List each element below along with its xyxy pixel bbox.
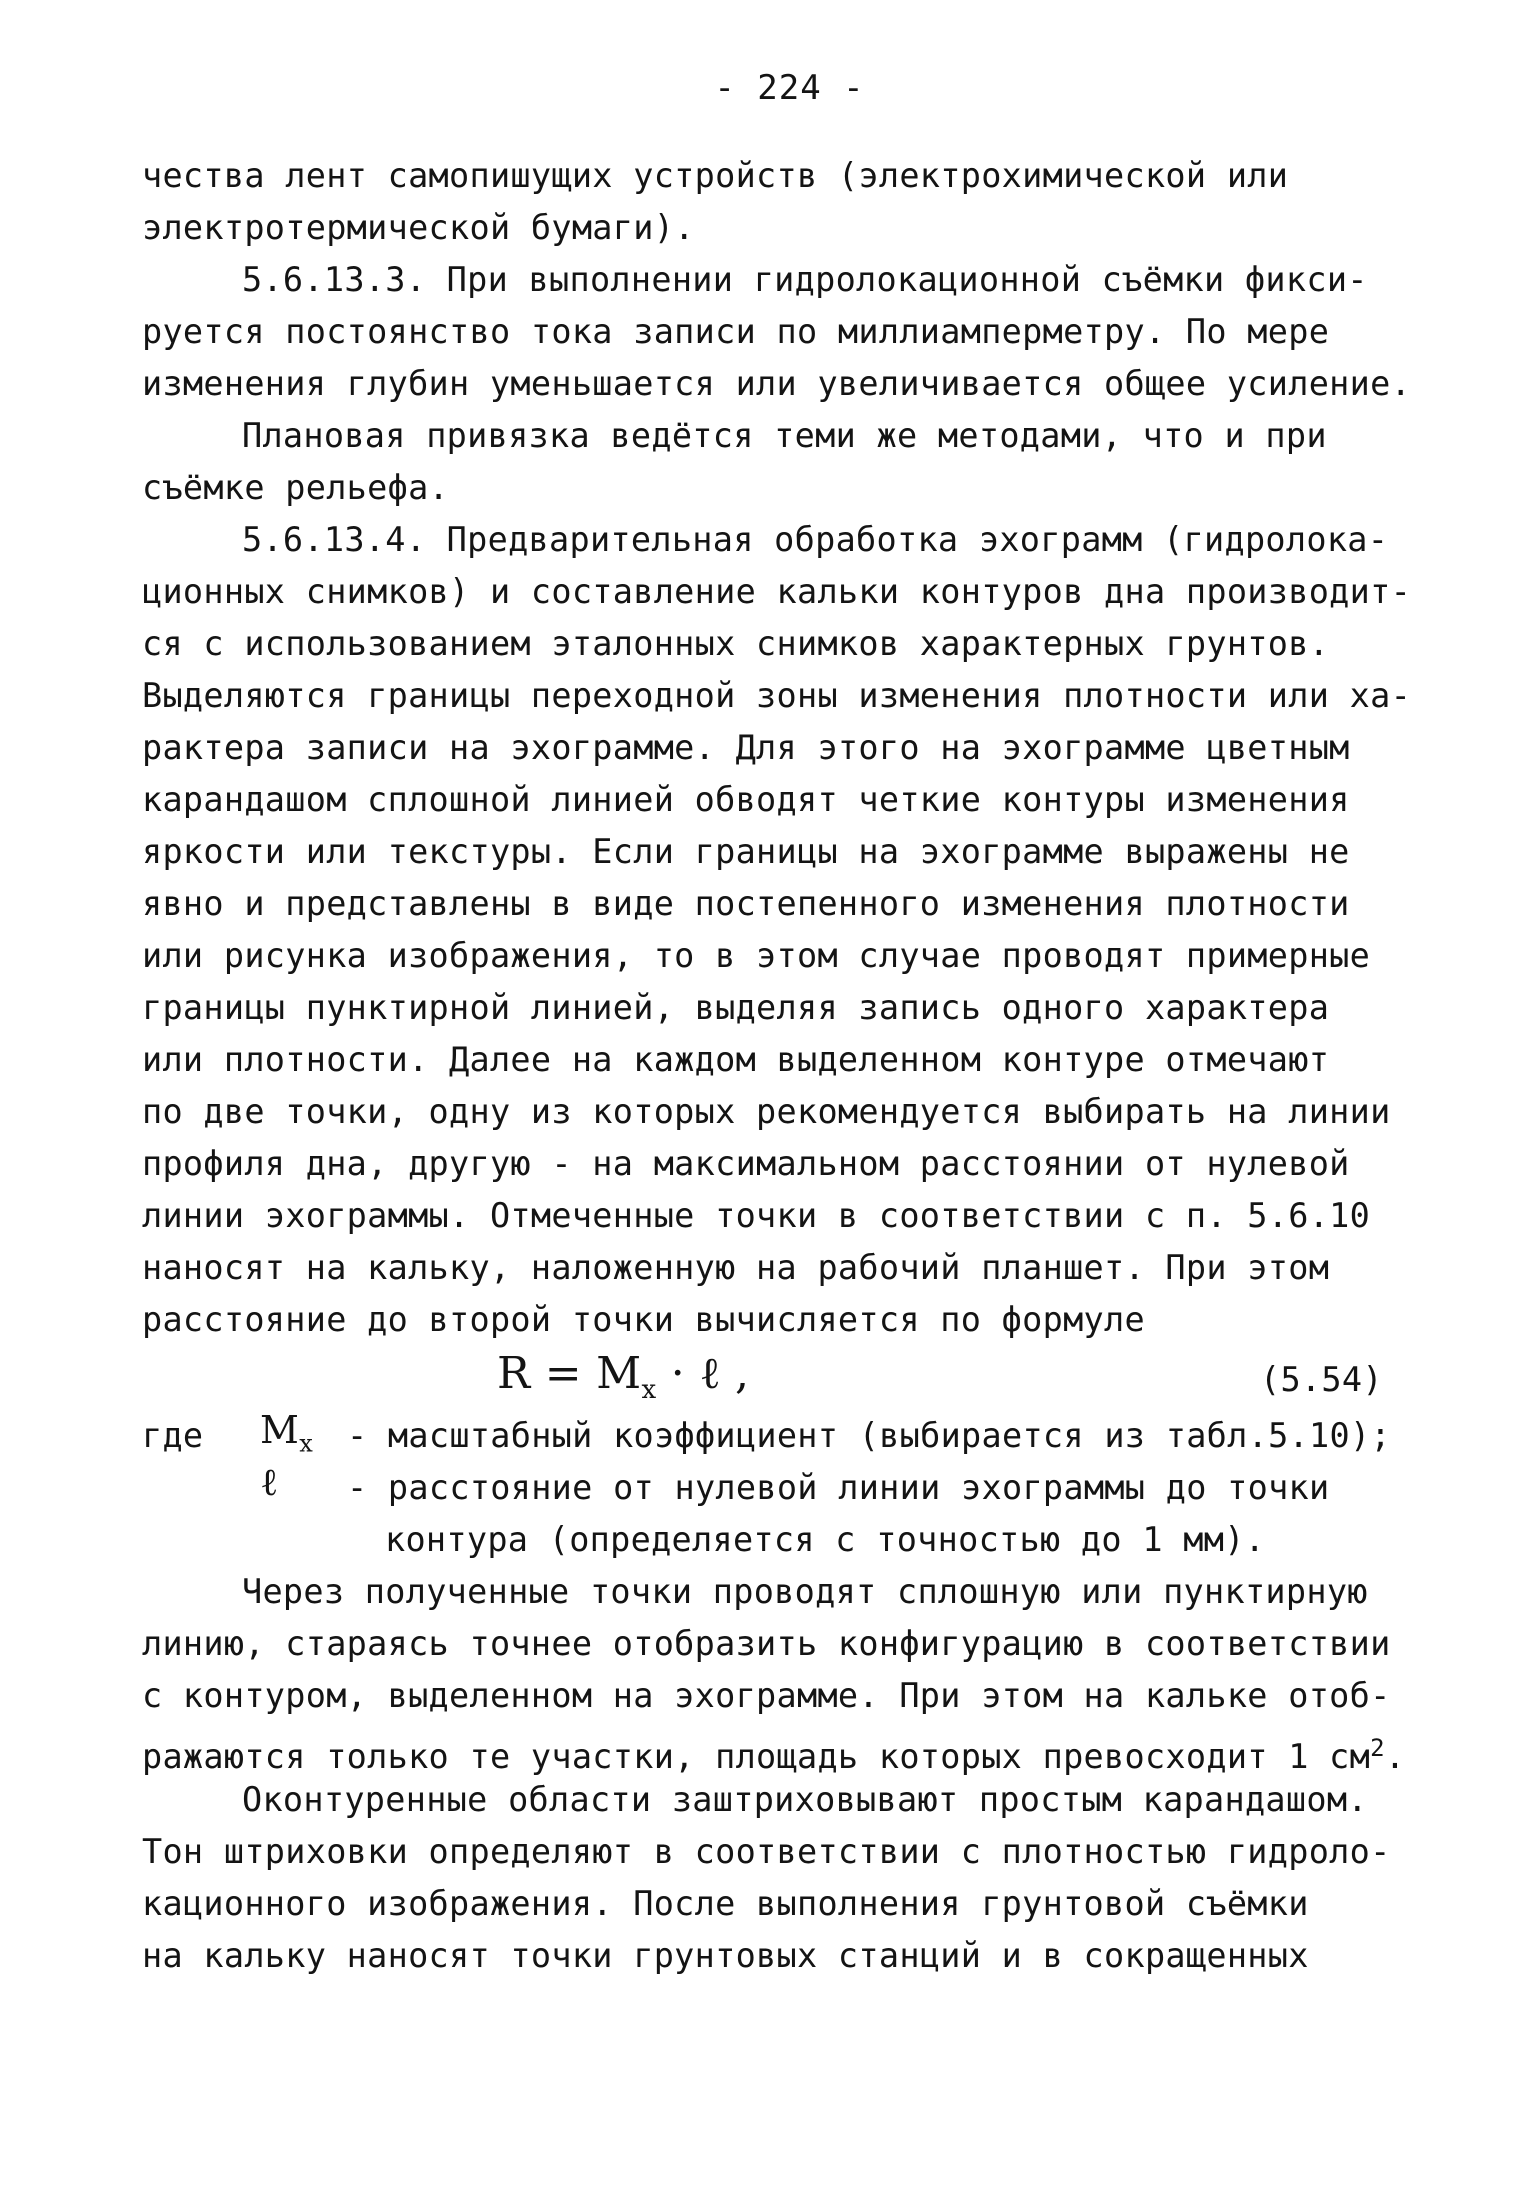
- section-heading-line: 5.6.13.4. Предварительная обработка эхограмм (гидролока-: [242, 520, 1389, 559]
- text-line: Через полученные точки проводят сплошную или пунктирную: [242, 1572, 1368, 1611]
- unit-superscript: 2: [1370, 1734, 1385, 1762]
- text-line: линии эхограммы. Отмеченные точки в соответствии с п. 5.6.10: [142, 1196, 1371, 1235]
- definition-continuation-row: [142, 1514, 1442, 1566]
- definition-where-label: где: [142, 1416, 204, 1455]
- text-line: линию, стараясь точнее отобразить конфигурацию в соответствии: [142, 1624, 1391, 1663]
- text-line: руется постоянство тока записи по миллиамперметру. По мере: [142, 312, 1330, 351]
- text-line: электротермической бумаги).: [142, 208, 695, 247]
- text-line: съёмке рельефа.: [142, 468, 450, 507]
- definition-text: - масштабный коэффициент (выбирается из табл.5.10);: [347, 1416, 1391, 1455]
- text-line: на кальку наносят точки грунтовых станций и в сокращенных: [142, 1936, 1309, 1975]
- text-line: Оконтуренные области заштриховывают простым карандашом.: [242, 1780, 1368, 1819]
- text-line: или рисунка изображения, то в этом случае проводят примерные: [142, 936, 1371, 975]
- definition-text: - расстояние от нулевой линии эхограммы до точки: [347, 1468, 1330, 1507]
- formula: [497, 1348, 749, 1416]
- formula-row: [142, 1346, 1442, 1410]
- formula-subscript: x: [641, 1374, 657, 1405]
- formula-number: (5.54): [1260, 1360, 1383, 1399]
- definition-row: [142, 1462, 1442, 1514]
- line-end-period: .: [1384, 1737, 1406, 1777]
- text-line: карандашом сплошной линией обводят четкие контуры изменения: [142, 780, 1350, 819]
- text-line: с контуром, выделенном на эхограмме. При этом на кальке отоб-: [142, 1676, 1391, 1715]
- text-line: по две точки, одну из которых рекомендуется выбирать на линии: [142, 1092, 1391, 1131]
- text-line: или плотности. Далее на каждом выделенном контуре отмечают: [142, 1040, 1330, 1079]
- text-line: Плановая привязка ведётся теми же методами, что и при: [242, 416, 1327, 455]
- definition-symbol: ℓ: [260, 1460, 279, 1504]
- text-line: наносят на кальку, наложенную на рабочий планшет. При этом: [142, 1248, 1330, 1287]
- text-line: расстояние до второй точки вычисляется по формуле: [142, 1300, 1145, 1339]
- definition-symbol: $M_x$: [260, 1408, 314, 1458]
- section-heading-line: 5.6.13.3. При выполнении гидролокационной съёмки фикси-: [242, 260, 1368, 299]
- text-line: ционных снимков) и составление кальки контуров дна производит-: [142, 572, 1412, 611]
- text-line-with-unit: [142, 1722, 1442, 1777]
- body-text: [142, 150, 1442, 1982]
- formula-rhs: · ℓ ,: [656, 1348, 750, 1399]
- definition-row: [142, 1410, 1442, 1462]
- page-number: - 224 -: [714, 68, 865, 108]
- text-line: яркости или текстуры. Если границы на эхограмме выражены не: [142, 832, 1350, 871]
- text-line: рактера записи на эхограмме. Для этого на эхограмме цветным: [142, 728, 1350, 767]
- text-line: Тон штриховки определяют в соответствии с плотностью гидроло-: [142, 1832, 1391, 1871]
- formula-lhs: R = M: [497, 1348, 642, 1399]
- text-line: явно и представлены в виде постепенного изменения плотности: [142, 884, 1350, 923]
- definition-continuation: контура (определяется с точностью до 1 мм).: [385, 1520, 1266, 1559]
- text-line: Выделяются границы переходной зоны изменения плотности или ха-: [142, 676, 1412, 715]
- text-line: профиля дна, другую - на максимальном расстоянии от нулевой: [142, 1144, 1350, 1183]
- text-line: чества лент самопишущих устройств (электрохимической или: [142, 156, 1289, 195]
- text-line: ражаются только те участки, площадь которых превосходит 1 см: [142, 1737, 1371, 1777]
- text-line: ся с использованием эталонных снимков характерных грунтов.: [142, 624, 1330, 663]
- text-line: изменения глубин уменьшается или увеличивается общее усиление.: [142, 364, 1412, 403]
- text-line: кационного изображения. После выполнения грунтовой съёмки: [142, 1884, 1309, 1923]
- text-line: границы пунктирной линией, выделяя запись одного характера: [142, 988, 1330, 1027]
